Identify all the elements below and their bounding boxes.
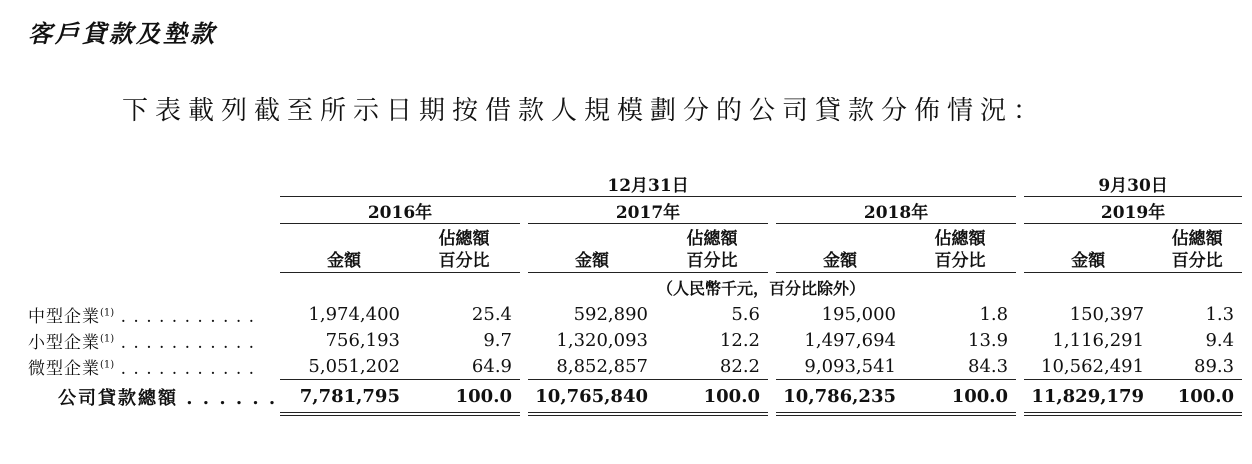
pct-cell: 25.4 [471, 303, 512, 325]
total-pct-cell: 100.0 [656, 380, 768, 415]
amount-cell: 195,000 [821, 303, 896, 325]
pct-cell: 1.8 [979, 303, 1009, 325]
total-amount-cell: 7,781,795 [280, 380, 408, 415]
pct-cell: 1.3 [1205, 303, 1235, 325]
intro-text: 下表載列截至所示日期按借款人規模劃分的公司貸款分佈情況： [122, 96, 1047, 126]
amount-cell: 5,051,202 [308, 355, 400, 377]
amount-cell: 1,974,400 [308, 303, 400, 325]
pct-column-header: 佔總額 百分比 [1152, 224, 1242, 273]
pct-column-header: 佔總額 百分比 [904, 224, 1016, 273]
row-label: 小型企業$^{(1)}$ . . . . . . . . . . . [28, 332, 256, 353]
table-row [28, 301, 1242, 327]
pct-cell: 12.2 [719, 329, 760, 351]
pct-cell: 5.6 [731, 303, 760, 325]
row-label: 中型企業$^{(1)}$ . . . . . . . . . . . [28, 306, 256, 327]
total-pct-cell: 100.0 [408, 380, 520, 415]
pct-cell: 84.3 [968, 355, 1009, 377]
year-2019-header: 2019年 [1024, 197, 1242, 224]
year-2016-header: 2016年 [280, 197, 520, 224]
total-pct-cell: 100.0 [1152, 380, 1242, 415]
pct-cell: 9.4 [1205, 329, 1235, 351]
amount-cell: 9,093,541 [804, 355, 896, 377]
table-row [28, 327, 1242, 353]
period-sep-header: 9月30日 [1024, 170, 1242, 197]
total-row [28, 380, 1242, 415]
amount-cell: 1,320,093 [556, 329, 648, 351]
table-row [28, 353, 1242, 380]
amount-cell: 8,852,857 [556, 355, 648, 377]
pct-cell: 13.9 [968, 329, 1009, 351]
pct-column-header: 佔總額 百分比 [408, 224, 520, 273]
pct-cell: 89.3 [1194, 355, 1235, 377]
pct-cell: 9.7 [483, 329, 512, 351]
amount-cell: 756,193 [325, 329, 400, 351]
section-title: 客戶貸款及墊款 [28, 19, 217, 48]
unit-note: （人民幣千元，百分比除外） [657, 278, 866, 298]
amount-column-header: 金額 [776, 224, 904, 273]
loan-distribution-table [28, 170, 1242, 416]
amount-cell: 1,497,694 [804, 329, 896, 351]
amount-cell: 150,397 [1069, 303, 1145, 325]
pct-cell: 82.2 [719, 355, 760, 377]
year-2018-header: 2018年 [776, 197, 1016, 224]
row-label: 微型企業$^{(1)}$ . . . . . . . . . . . [28, 358, 256, 379]
amount-column-header: 金額 [280, 224, 408, 273]
amount-cell: 10,562,491 [1041, 355, 1145, 377]
pct-column-header: 佔總額 百分比 [656, 224, 768, 273]
total-amount-cell: 10,765,840 [528, 380, 656, 415]
total-label: 公司貸款總額 . . . . . . [58, 387, 278, 409]
total-pct-cell: 100.0 [904, 380, 1016, 415]
period-dec-header: 12月31日 [280, 170, 1016, 197]
amount-cell: 1,116,291 [1052, 329, 1145, 351]
total-amount-cell: 10,786,235 [776, 380, 904, 415]
amount-cell: 592,890 [573, 303, 648, 325]
year-2017-header: 2017年 [528, 197, 768, 224]
pct-cell: 64.9 [471, 355, 512, 377]
amount-column-header: 金額 [1024, 224, 1152, 273]
amount-column-header: 金額 [528, 224, 656, 273]
total-amount-cell: 11,829,179 [1024, 380, 1152, 415]
